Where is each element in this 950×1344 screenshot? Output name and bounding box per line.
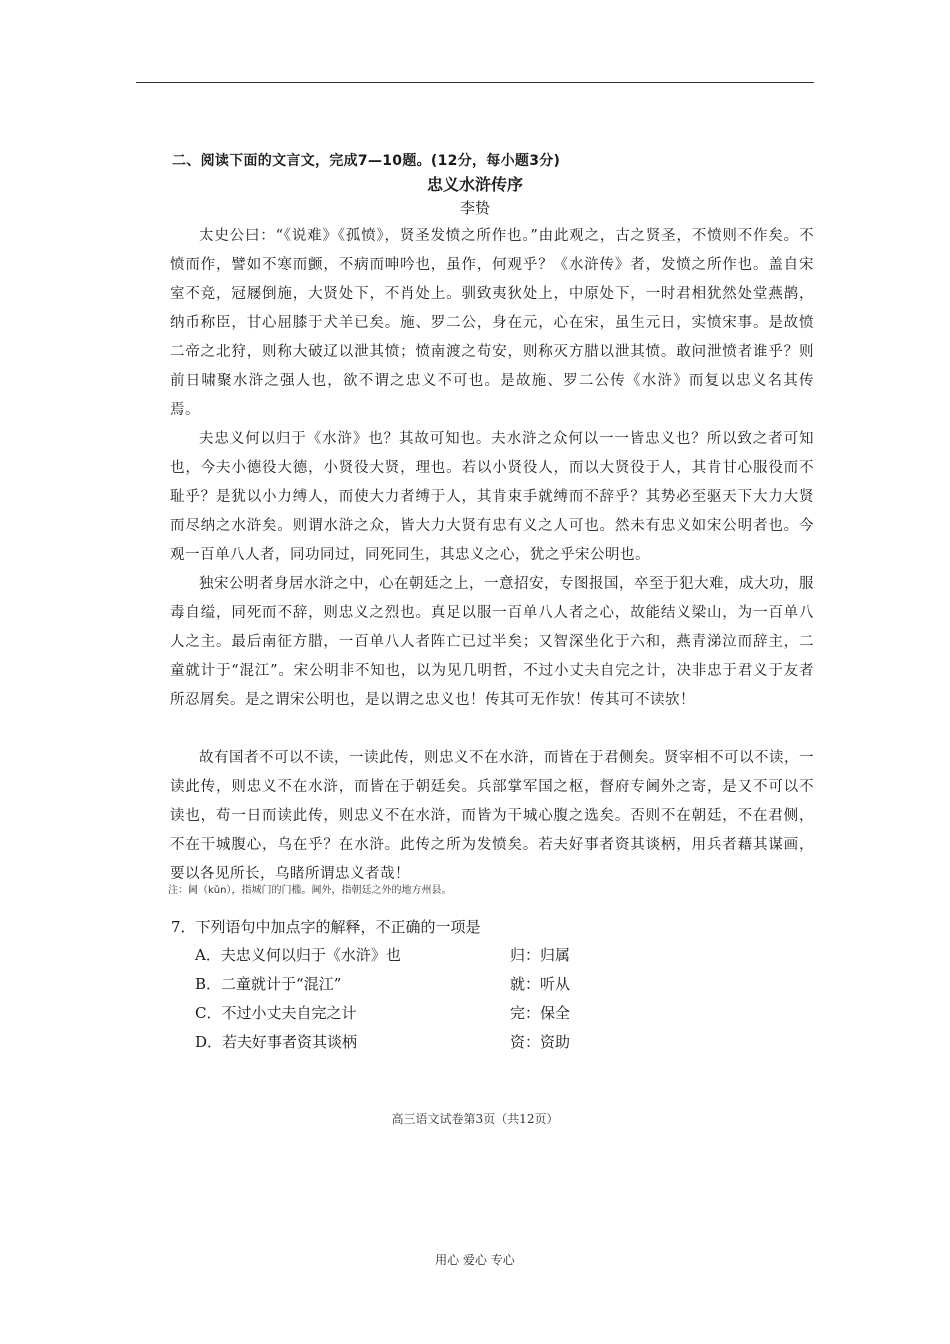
paragraph-text: 独宋公明者身居水浒之中，心在朝廷之上，一意招安，专图报国，卒至于犯大难，成大功，服毒自缢，同死而不辞，则忠义之烈也。真足以服一百单八人者之心，故能结义梁山，为一百单八人之主。最后南征方腊，一百单八人者阵亡已过半矣；又智深坐化于六和，燕青涕泣而辞主，二童就计于“混江”。宋公明非不知也，以为见几明哲，不过小丈夫自完之计，决非忠于君义于友者所忍屑矣。是之谓宋公明也，是以谓之忠义也！传其可无作欤！传其可不读欤！ xyxy=(170,576,814,708)
section-heading: 二、阅读下面的文言文，完成7—10题。(12分，每小题3分) xyxy=(172,153,561,169)
option-c: C．不过小丈夫自完之计 xyxy=(195,1004,357,1022)
option-d: D．若夫好事者资其谈柄 xyxy=(195,1033,358,1051)
passage-paragraph-1 xyxy=(170,222,814,425)
option-a-answer: 归：归属 xyxy=(510,946,571,964)
page-footer: 高三语文试卷第3页（共12页） xyxy=(391,1112,559,1126)
option-a: A．夫忠义何以归于《水浒》也 xyxy=(195,946,401,964)
bottom-slogan: 用心 爱心 专心 xyxy=(435,1253,515,1267)
question-stem: 7．下列语句中加点字的解释，不正确的一项是 xyxy=(171,918,481,936)
passage-title: 忠义水浒传序 xyxy=(426,175,523,194)
paragraph-text: 夫忠义何以归于《水浒》也？其故可知也。夫水浒之众何以一一皆忠义也？所以致之者可知也，今夫小德役大德，小贤役大贤，理也。若以小贤役人，而以大贤役于人，其肯甘心服役而不耻乎？是犹以小力缚人，而使大力者缚于人，其肯束手就缚而不辞乎？其势必至驱天下大力大贤而尽纳之水浒矣。则谓水浒之众，皆大力大贤有忠有义之人可也。然未有忠义如宋公明者也。今观一百单八人者，同功同过，同死同生，其忠义之心，犹之乎宋公明也。 xyxy=(170,431,814,563)
passage-paragraph-3 xyxy=(170,570,814,715)
option-b: B．二童就计于“混江” xyxy=(195,975,342,993)
passage-paragraph-4 xyxy=(170,744,814,889)
footnote: 注：阃（kǔn），指城门的门槛。阃外，指朝廷之外的地方州县。 xyxy=(168,885,452,896)
paragraph-text: 故有国者不可以不读，一读此传，则忠义不在水浒，而皆在于君侧矣。贤宰相不可以不读，一读此传，则忠义不在水浒，而皆在于朝廷矣。兵部掌军国之枢，督府专阃外之寄，是又不可以不读也，苟一日而读此传，则忠义不在水浒，而皆为干城心腹之选矣。否则不在朝廷，不在君侧，不在干城腹心，乌在乎？在水浒。此传之所为发愤矣。若夫好事者资其谈柄，用兵者藉其谋画，要以各见所长，乌睹所谓忠义者哉！ xyxy=(170,750,814,882)
header-rule xyxy=(136,82,814,83)
option-c-answer: 完：保全 xyxy=(510,1004,571,1022)
option-d-answer: 资：资助 xyxy=(510,1033,571,1051)
passage-paragraph-2 xyxy=(170,425,814,570)
paragraph-text: 太史公曰：“《说难》《孤愤》，贤圣发愤之所作也。”由此观之，古之贤圣，不愤则不作矣。不愤而作，譬如不寒而颤，不病而呻吟也，虽作，何观乎？《水浒传》者，发愤之所作也。盖自宋室不竞，冠屦倒施，大贤处下，不肖处上。驯致夷狄处上，中原处下，一时君相犹然处堂燕鹊，纳币称臣，甘心屈膝于犬羊已矣。施、罗二公，身在元，心在宋，虽生元日，实愤宋事。是故愤二帝之北狩，则称大破辽以泄其愤；愤南渡之苟安，则称灭方腊以泄其愤。敢问泄愤者谁乎？则前日啸聚水浒之强人也，欲不谓之忠义不可也。是故施、罗二公传《水浒》而复以忠义名其传焉。 xyxy=(170,228,814,418)
option-b-answer: 就：听从 xyxy=(510,975,571,993)
passage-author: 李贽 xyxy=(459,199,490,217)
